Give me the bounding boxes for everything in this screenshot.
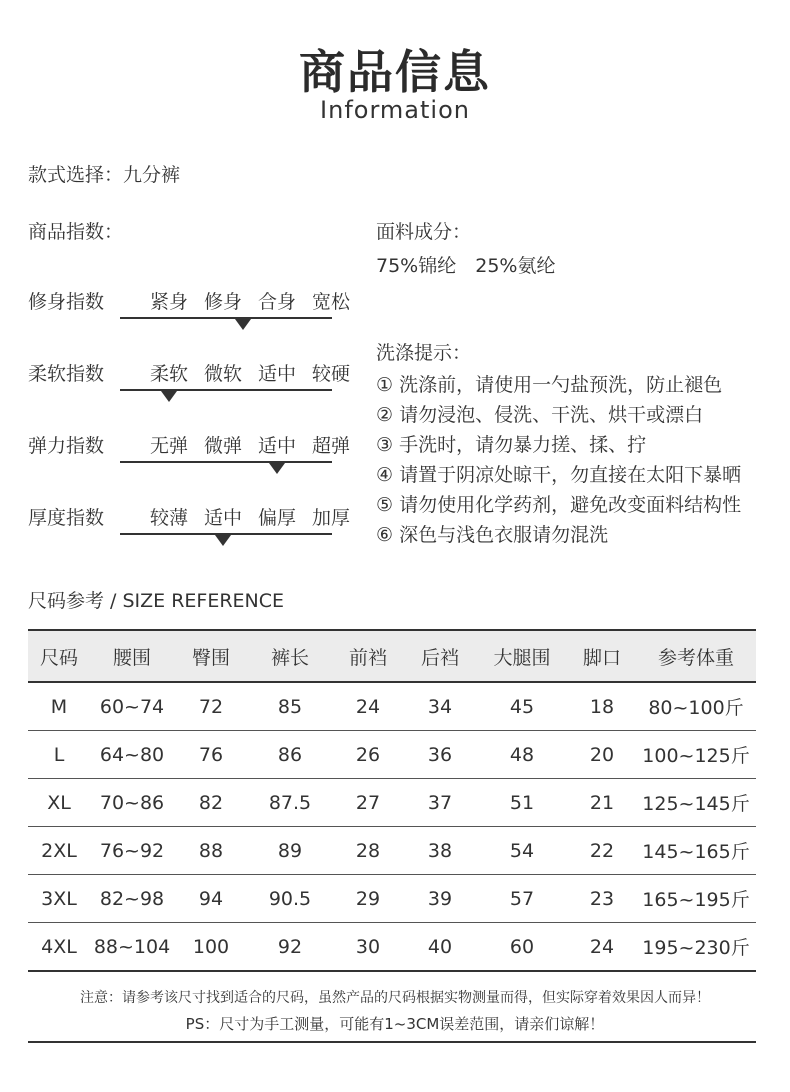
size-table [28, 629, 756, 972]
index-name: 弹力指数 [28, 435, 105, 457]
fabric-heading: 面料成分： [376, 221, 472, 243]
index-option: 合身 [258, 291, 297, 313]
table-cell: 87.5 [248, 779, 332, 827]
index-name: 柔软指数 [28, 363, 105, 385]
table-cell: 57 [476, 875, 568, 923]
table-cell: 88 [174, 827, 248, 875]
index-option: 较薄 [150, 507, 189, 529]
index-option: 宽松 [312, 291, 351, 313]
table-cell: 30 [332, 923, 404, 972]
table-cell: 21 [568, 779, 636, 827]
column-header: 参考体重 [636, 630, 756, 682]
index-options [150, 431, 366, 458]
column-header: 大腿围 [476, 630, 568, 682]
table-cell: 70~86 [90, 779, 174, 827]
column-header: 臀围 [174, 630, 248, 682]
index-scale-line [120, 461, 332, 463]
table-cell: 3XL [28, 875, 90, 923]
page-title: 商品信息 [299, 45, 491, 99]
index-name: 修身指数 [28, 291, 105, 313]
table-cell: 40 [404, 923, 476, 972]
table-cell: 76~92 [90, 827, 174, 875]
index-option: 柔软 [150, 363, 189, 385]
index-options [150, 503, 366, 530]
column-header: 尺码 [28, 630, 90, 682]
table-cell: 23 [568, 875, 636, 923]
wash-item: ④ 请置于阴凉处晾干，勿直接在太阳下暴晒 [376, 464, 742, 486]
table-cell: 45 [476, 682, 568, 731]
table-cell: 20 [568, 731, 636, 779]
wash-list [376, 370, 741, 550]
index-option: 加厚 [312, 507, 351, 529]
index-marker-icon [215, 535, 231, 546]
table-cell: L [28, 731, 90, 779]
index-marker-icon [235, 319, 251, 330]
table-cell: 37 [404, 779, 476, 827]
index-option: 适中 [258, 435, 297, 457]
table-cell: 94 [174, 875, 248, 923]
index-option: 微软 [204, 363, 243, 385]
index-row [28, 503, 351, 543]
table-cell: 48 [476, 731, 568, 779]
page-subtitle: Information [320, 96, 470, 124]
index-name: 厚度指数 [28, 507, 105, 529]
wash-item: ⑥ 深色与浅色衣服请勿混洗 [376, 524, 609, 546]
index-option: 微弹 [204, 435, 243, 457]
table-cell: 26 [332, 731, 404, 779]
wash-item: ⑤ 请勿使用化学药剂，避免改变面料结构性 [376, 494, 742, 516]
note-line-2: PS：尺寸为手工测量，可能有1~3CM误差范围，请亲们谅解！ [185, 1015, 605, 1033]
size-table-header [28, 630, 756, 682]
column-header: 后裆 [404, 630, 476, 682]
index-options [150, 287, 366, 314]
table-cell: 72 [174, 682, 248, 731]
style-select-text: 款式选择：九分裤 [28, 164, 181, 186]
table-cell: 27 [332, 779, 404, 827]
wash-heading: 洗涤提示： [376, 342, 472, 364]
size-heading: 尺码参考 / SIZE REFERENCE [28, 590, 285, 612]
table-cell: XL [28, 779, 90, 827]
table-cell: 125~145斤 [636, 779, 756, 827]
fabric-value: 75%锦纶 25%氨纶 [376, 255, 556, 277]
table-cell: 195~230斤 [636, 923, 756, 972]
column-header: 裤长 [248, 630, 332, 682]
table-row [28, 682, 756, 731]
index-marker-icon [161, 391, 177, 402]
wash-item: ① 洗涤前，请使用一勺盐预洗，防止褪色 [376, 374, 723, 396]
index-option: 超弹 [312, 435, 351, 457]
index-scale-line [120, 389, 332, 391]
table-cell: 22 [568, 827, 636, 875]
table-cell: M [28, 682, 90, 731]
column-header: 前裆 [332, 630, 404, 682]
column-header: 腰围 [90, 630, 174, 682]
column-header: 脚口 [568, 630, 636, 682]
index-option: 紧身 [150, 291, 189, 313]
index-marker-icon [269, 463, 285, 474]
table-cell: 64~80 [90, 731, 174, 779]
bottom-divider [28, 1041, 756, 1043]
table-cell: 88~104 [90, 923, 174, 972]
table-cell: 18 [568, 682, 636, 731]
index-option: 较硬 [312, 363, 351, 385]
table-cell: 90.5 [248, 875, 332, 923]
table-cell: 60 [476, 923, 568, 972]
index-options [150, 359, 366, 386]
wash-item: ② 请勿浸泡、侵洗、干洗、烘干或漂白 [376, 404, 704, 426]
table-cell: 100~125斤 [636, 731, 756, 779]
table-row [28, 779, 756, 827]
table-cell: 39 [404, 875, 476, 923]
table-cell: 86 [248, 731, 332, 779]
table-cell: 28 [332, 827, 404, 875]
table-cell: 36 [404, 731, 476, 779]
table-row [28, 923, 756, 972]
table-cell: 92 [248, 923, 332, 972]
table-cell: 29 [332, 875, 404, 923]
index-row [28, 359, 351, 399]
table-cell: 80~100斤 [636, 682, 756, 731]
table-cell: 54 [476, 827, 568, 875]
table-cell: 165~195斤 [636, 875, 756, 923]
table-cell: 51 [476, 779, 568, 827]
table-cell: 100 [174, 923, 248, 972]
table-cell: 82~98 [90, 875, 174, 923]
table-cell: 60~74 [90, 682, 174, 731]
index-option: 适中 [204, 507, 243, 529]
table-cell: 4XL [28, 923, 90, 972]
table-cell: 85 [248, 682, 332, 731]
table-cell: 24 [568, 923, 636, 972]
table-cell: 76 [174, 731, 248, 779]
index-scale-line [120, 317, 332, 319]
table-row [28, 731, 756, 779]
table-row [28, 875, 756, 923]
index-option: 偏厚 [258, 507, 297, 529]
table-row [28, 827, 756, 875]
index-option: 适中 [258, 363, 297, 385]
index-option: 无弹 [150, 435, 189, 457]
table-cell: 2XL [28, 827, 90, 875]
table-cell: 24 [332, 682, 404, 731]
wash-item: ③ 手洗时，请勿暴力搓、揉、拧 [376, 434, 647, 456]
index-row [28, 431, 351, 471]
indices-heading: 商品指数： [28, 221, 124, 243]
index-row [28, 287, 351, 327]
table-cell: 38 [404, 827, 476, 875]
table-cell: 145~165斤 [636, 827, 756, 875]
table-cell: 89 [248, 827, 332, 875]
table-cell: 34 [404, 682, 476, 731]
note-line-1: 注意：请参考该尺寸找到适合的尺码，虽然产品的尺码根据实物测量而得，但实际穿着效果因人而异！ [80, 990, 710, 1006]
index-option: 修身 [204, 291, 243, 313]
table-cell: 82 [174, 779, 248, 827]
